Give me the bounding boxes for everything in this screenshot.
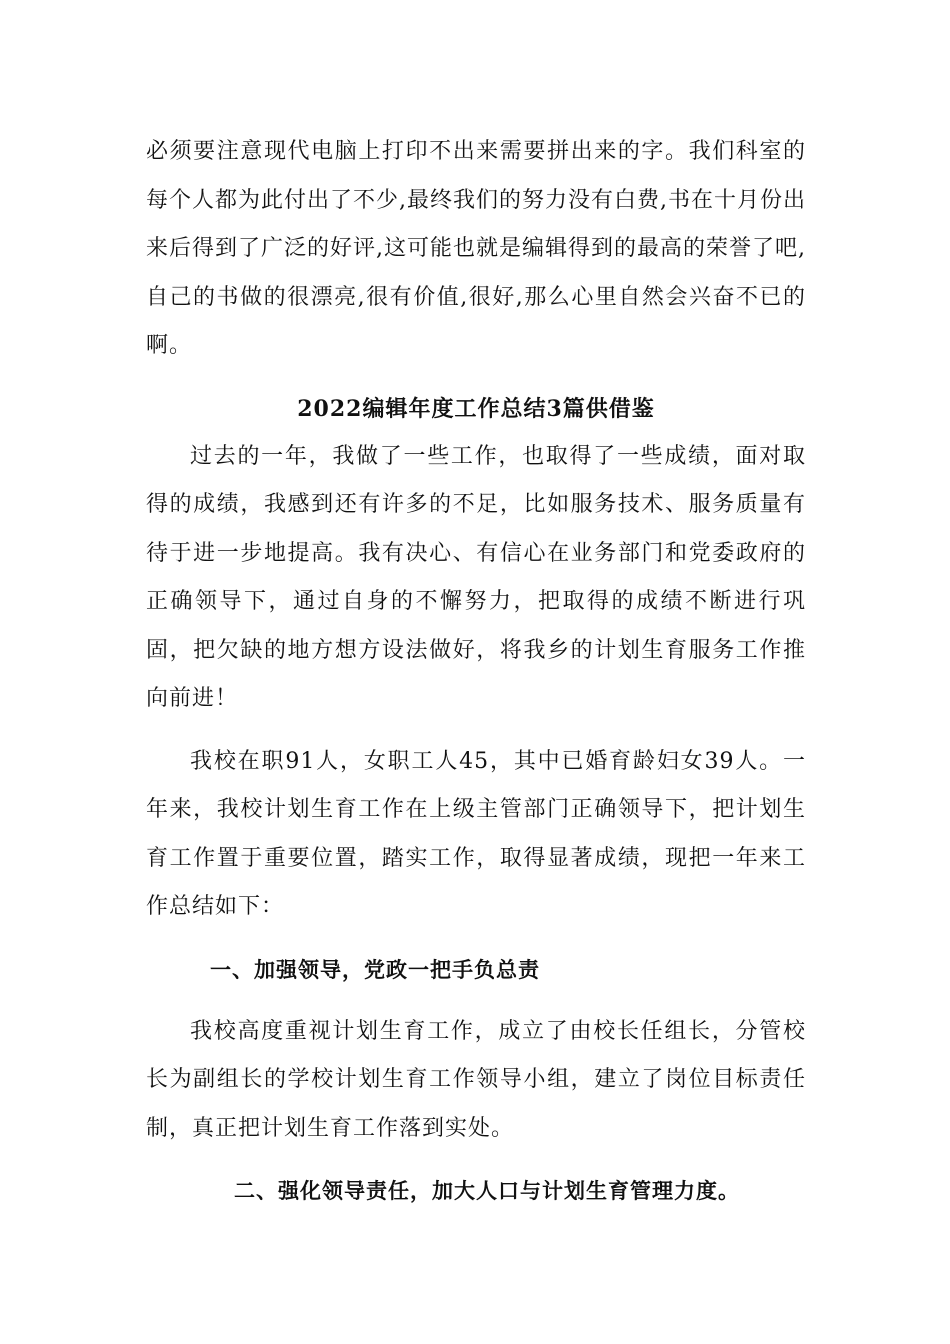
spacer — [146, 1153, 806, 1167]
section-1-paragraph: 我校高度重视计划生育工作，成立了由校长任组长，分管校长为副组长的学校计划生育工作领导小组，建立了岗位目标责任制，真正把计划生育工作落到实处。 — [146, 1018, 806, 1141]
spacer — [146, 994, 806, 1008]
continued-paragraph: 必须要注意现代电脑上打印不出来需要拼出来的字。我们科室的每个人都为此付出了不少,最终我们的努力没有白费,书在十月份出来后得到了广泛的好评,这可能也就是编辑得到的最高的荣誉了吧,自己的书做的很漂亮,很有价值,很好,那么心里自然会兴奋不已的啊。 — [146, 139, 806, 358]
summary-paragraph: 我校在职91人，女职工人45，其中已婚育龄妇女39人。一年来，我校计划生育工作在上级主管部门正确领导下，把计划生育工作置于重要位置，踏实工作，取得显著成绩，现把一年来工作总结如下： — [146, 748, 806, 919]
document-body — [146, 128, 806, 1215]
spacer — [146, 724, 806, 738]
section-heading-2: 二、强化领导责任，加大人口与计划生育管理力度。 — [234, 1178, 740, 1203]
intro-paragraph: 过去的一年，我做了一些工作，也取得了一些成绩，面对取得的成绩，我感到还有许多的不足，比如服务技术、服务质量有待于进一步地提高。我有决心、有信心在业务部门和党委政府的正确领导下，通过自身的不懈努力，把取得的成绩不断进行巩固，把欠缺的地方想方设法做好，将我乡的计划生育服务工作推向前进！ — [146, 443, 806, 711]
spacer — [146, 371, 806, 385]
section-heading-1: 一、加强领导，党政一把手负总责 — [210, 956, 540, 982]
document-title: 2022编辑年度工作总结3篇供借鉴 — [297, 395, 655, 422]
spacer — [146, 932, 806, 946]
